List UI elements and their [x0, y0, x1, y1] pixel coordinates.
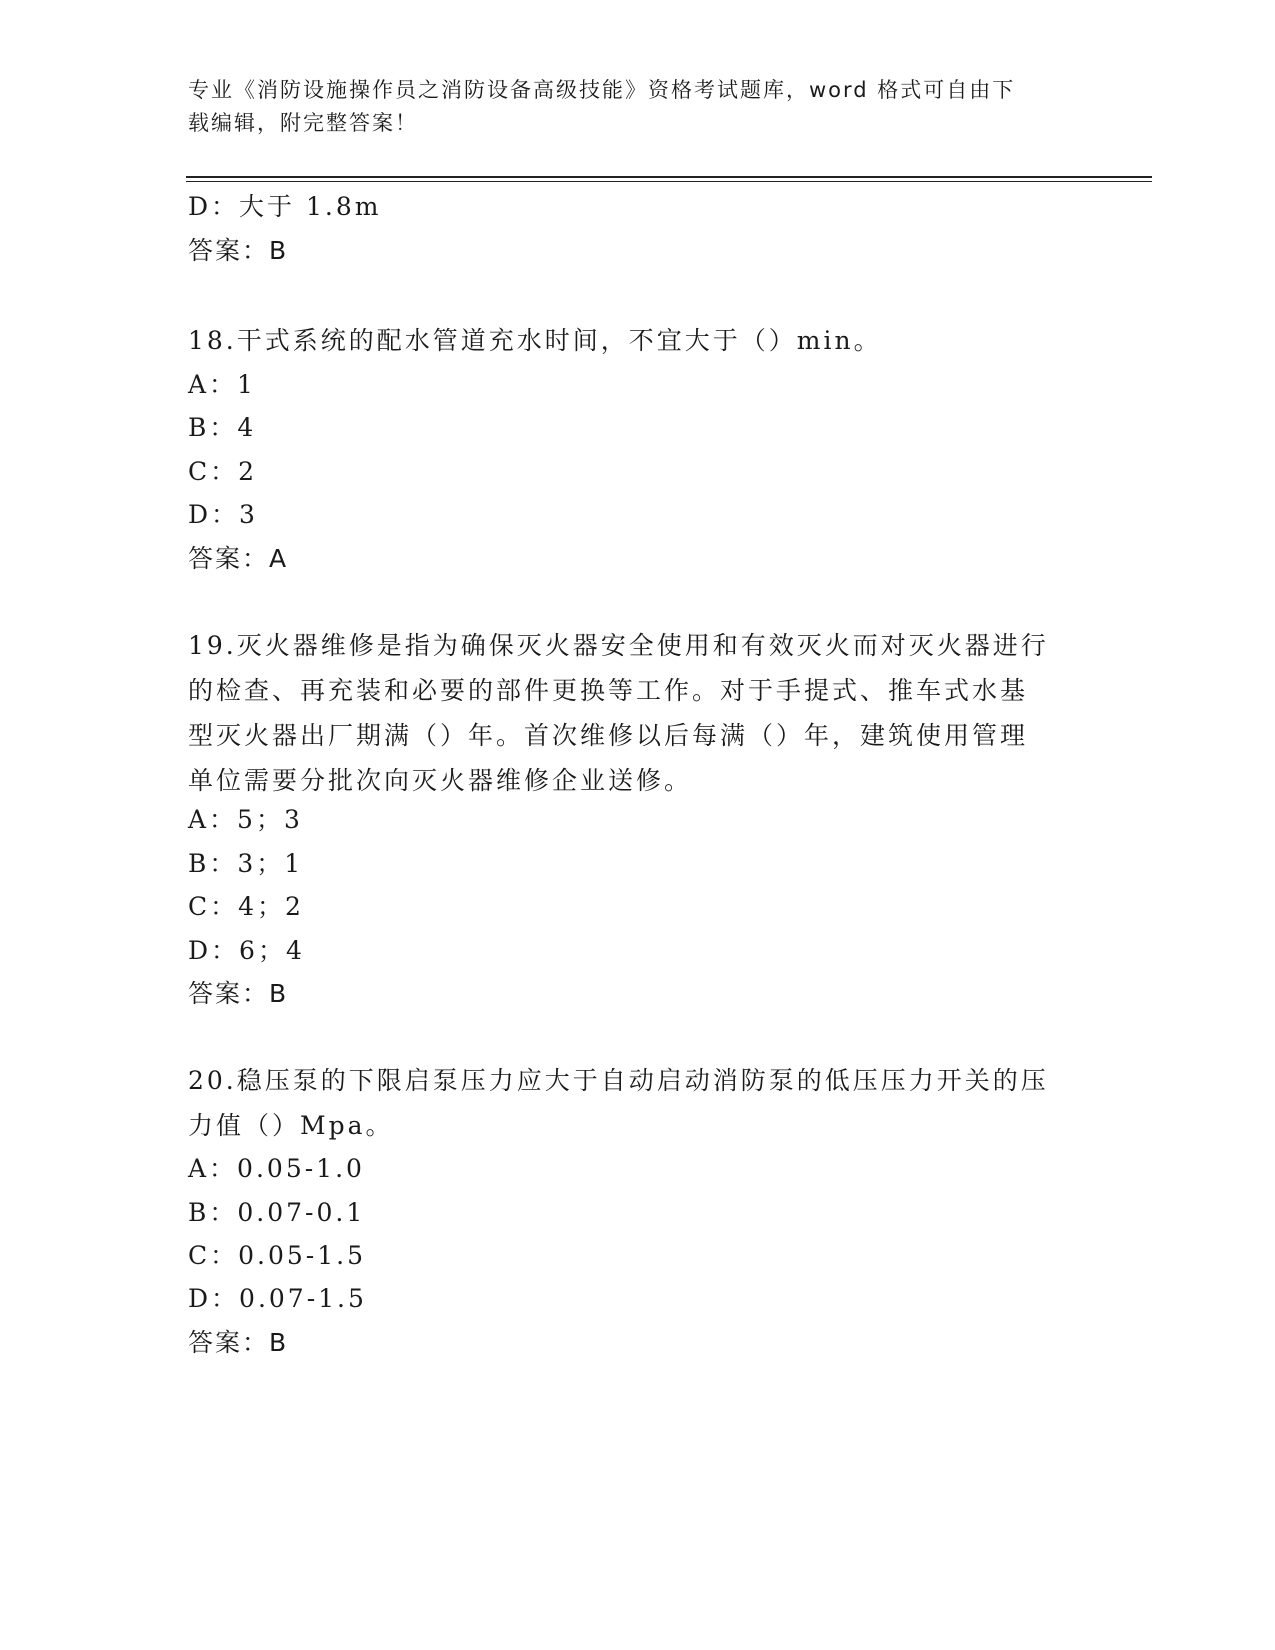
question-19-option-d: D：6；4	[188, 936, 305, 965]
question-18-line-1: 18.干式系统的配水管道充水时间，不宜大于（）min。	[188, 326, 882, 355]
prev-option-d: D：大于 1.8m	[188, 192, 382, 221]
header-title-line-2: 载编辑，附完整答案！	[188, 111, 418, 135]
question-18-option-d: D：3	[188, 500, 258, 529]
question-20-option-a: A：0.05-1.0	[188, 1154, 365, 1183]
question-19-line-2: 的检查、再充装和必要的部件更换等工作。对于手提式、推车式水基	[188, 676, 1029, 705]
header-title-line-1: 专业《消防设施操作员之消防设备高级技能》资格考试题库，word 格式可自由下	[188, 78, 1016, 102]
document-header	[188, 74, 1088, 140]
question-20-line-2: 力值（）Mpa。	[188, 1111, 394, 1140]
header-divider-thick	[186, 176, 1152, 178]
question-18-option-a: A：1	[188, 370, 256, 399]
question-19-line-4: 单位需要分批次向灭火器维修企业送修。	[188, 766, 693, 795]
question-19-line-1: 19.灭火器维修是指为确保灭火器安全使用和有效灭火而对灭火器进行	[188, 631, 1049, 660]
question-18-text	[188, 318, 1088, 363]
question-19-option-b: B：3；1	[188, 849, 304, 878]
question-20-option-c: C：0.05-1.5	[188, 1241, 366, 1270]
question-20-option-b: B：0.07-0.1	[188, 1198, 366, 1227]
question-20-text	[188, 1058, 1088, 1148]
question-18-answer: 答案：A	[188, 544, 289, 573]
question-18-option-b: B：4	[188, 413, 257, 442]
question-19-option-c: C：4；2	[188, 892, 304, 921]
question-19-option-a: A：5；3	[188, 805, 303, 834]
prev-answer: 答案：B	[188, 236, 289, 265]
question-19-answer: 答案：B	[188, 979, 289, 1008]
question-19-text	[188, 623, 1088, 803]
question-18-option-c: C：2	[188, 457, 258, 486]
header-divider-thin	[186, 181, 1152, 182]
question-20-option-d: D：0.07-1.5	[188, 1284, 367, 1313]
question-20-line-1: 20.稳压泵的下限启泵压力应大于自动启动消防泵的低压压力开关的压	[188, 1066, 1049, 1095]
question-20-answer: 答案：B	[188, 1328, 289, 1357]
question-19-line-3: 型灭火器出厂期满（）年。首次维修以后每满（）年，建筑使用管理	[188, 721, 1029, 750]
